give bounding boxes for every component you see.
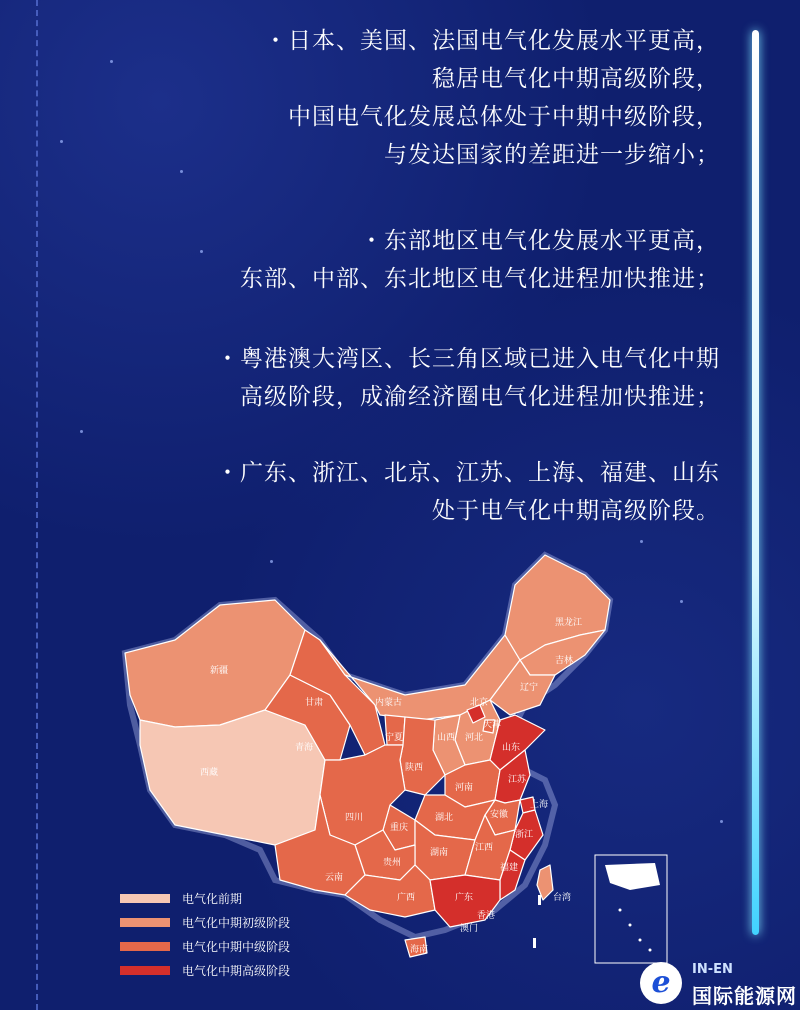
text-line: ・粤港澳大湾区、长三角区域已进入电气化中期 [216,346,720,372]
text-line: 处于电气化中期高级阶段。 [432,498,720,524]
province-xizang [140,710,325,845]
label-fujian: 福建 [500,863,519,873]
label-yunnan: 云南 [325,873,344,883]
label-henan: 河南 [455,783,474,793]
text-line: ・东部地区电气化发展水平更高， [360,228,720,254]
label-hongkong: 香港 [477,911,496,921]
label-macau: 澳门 [460,924,479,934]
star [640,540,643,543]
legend-swatch [120,966,170,975]
logo-top-text: IN-EN [692,962,733,977]
star [200,250,203,253]
label-guizhou: 贵州 [383,858,402,868]
bullet-paragraph-4 [216,454,720,530]
star [60,140,63,143]
label-jilin: 吉林 [555,656,574,666]
label-zhejiang: 浙江 [515,830,534,840]
bullet-paragraph-3 [216,340,720,416]
bullet-paragraph-2 [240,222,720,298]
inset-landmass [605,863,660,890]
legend-item [120,910,290,934]
label-hebei: 河北 [465,733,484,743]
legend-label: 电气化中期中级阶段 [182,939,291,954]
label-beijing: 北京 [470,698,489,708]
legend-item [120,934,290,958]
label-xizang: 西藏 [200,768,219,778]
logo-mark: e [640,962,682,1004]
legend-label: 电气化前期 [182,891,243,906]
province-taiwan [537,865,553,900]
legend-label: 电气化中期高级阶段 [182,963,291,978]
island-dot [639,939,642,942]
label-qinghai: 青海 [295,743,314,753]
island-dot [619,909,622,912]
label-shandong: 山东 [502,743,521,753]
label-guangdong: 广东 [455,893,474,903]
text-line: 与发达国家的差距进一步缩小； [384,142,720,168]
text-line: ・日本、美国、法国电气化发展水平更高， [264,28,720,54]
dashed-divider [36,0,38,1010]
label-taiwan: 台湾 [553,893,572,903]
glow-bar [752,30,759,935]
star [720,820,723,823]
star [80,430,83,433]
legend-swatch [120,894,170,903]
in-en-logo [640,958,800,1010]
text-line: 中国电气化发展总体处于中期中级阶段， [288,104,720,130]
label-hainan: 海南 [410,945,429,955]
label-tianjin: 天津 [483,720,502,730]
label-gansu: 甘肃 [305,698,324,708]
logo-bottom-text: 国际能源网 [692,984,797,1008]
label-ningxia: 宁夏 [385,733,404,743]
bullet-paragraph-1 [264,22,720,174]
label-hubei: 湖北 [435,813,454,823]
star [180,170,183,173]
label-shanghai: 上海 [530,800,549,810]
label-chongqing: 重庆 [390,823,409,833]
text-line: ・广东、浙江、北京、江苏、上海、福建、山东 [216,460,720,486]
map-legend [120,886,290,982]
text-line: 东部、中部、东北地区电气化进程加快推进； [240,266,720,292]
label-heilongjiang: 黑龙江 [555,618,583,628]
text-line: 高级阶段，成渝经济圈电气化进程加快推进； [240,384,720,410]
label-sichuan: 四川 [345,813,364,823]
label-liaoning: 辽宁 [520,683,539,693]
legend-item [120,958,290,982]
dash-line-mark [533,938,536,948]
label-jiangsu: 江苏 [508,775,527,785]
legend-item [120,886,290,910]
label-anhui: 安徽 [490,810,509,820]
label-guangxi: 广西 [397,893,416,903]
legend-label: 电气化中期初级阶段 [182,915,291,930]
dash-line-mark [538,895,541,905]
text-line: 稳居电气化中期高级阶段， [432,66,720,92]
label-jiangxi: 江西 [475,843,494,853]
label-hunan: 湖南 [430,848,449,858]
star [110,60,113,63]
label-shanxi: 山西 [437,733,456,743]
island-dot [649,949,652,952]
island-dot [629,924,632,927]
label-xinjiang: 新疆 [210,666,229,676]
label-neimenggu: 内蒙古 [375,698,403,708]
legend-swatch [120,918,170,927]
star [680,600,683,603]
legend-swatch [120,942,170,951]
label-shaanxi: 陕西 [405,763,424,773]
